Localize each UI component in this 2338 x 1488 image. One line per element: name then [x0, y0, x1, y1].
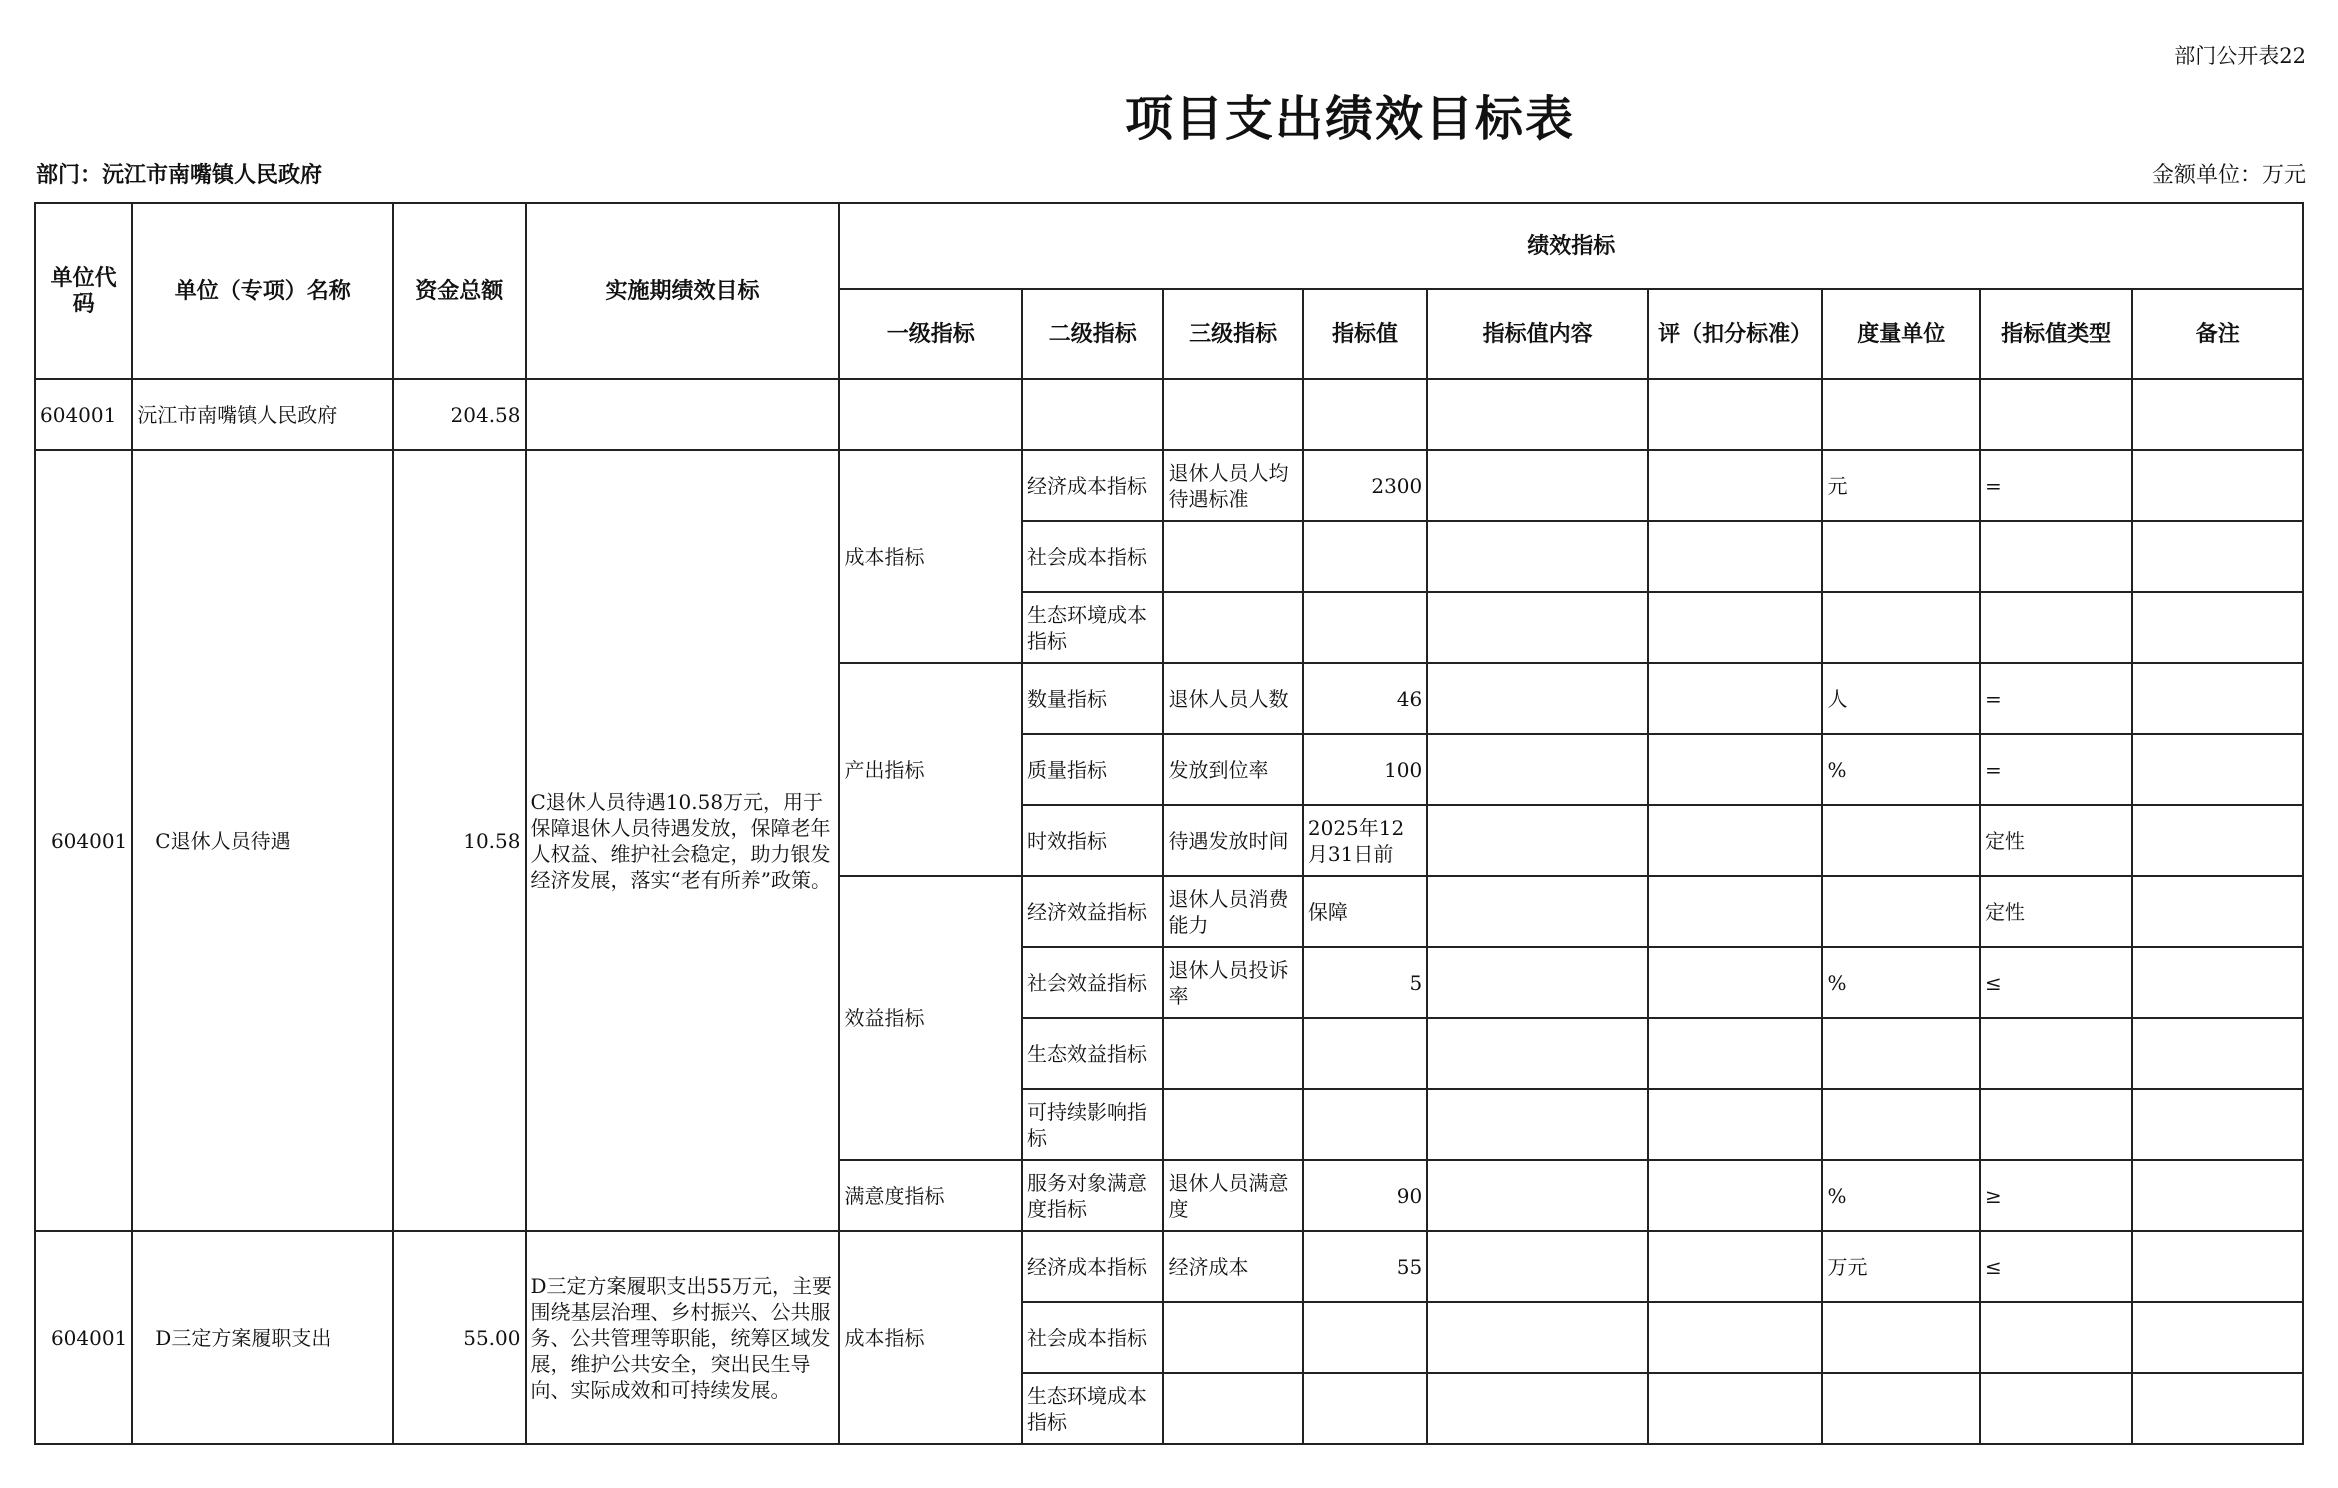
value-type: [1980, 1373, 2132, 1444]
level2-indicator: 数量指标: [1022, 663, 1163, 734]
measure-unit: [1822, 1089, 1979, 1160]
score-standard: [1648, 521, 1823, 592]
project-goal: C退休人员待遇10.58万元，用于保障退休人员待遇发放，保障老年人权益、维护社会稳定，助力银发经济发展，落实“老有所养”政策。: [526, 450, 840, 1231]
level3-indicator: 待遇发放时间: [1163, 805, 1302, 876]
note: [2132, 592, 2303, 663]
project-name: C退休人员待遇: [132, 450, 393, 1231]
indicator-value-content: [1427, 805, 1648, 876]
note: [2132, 1089, 2303, 1160]
indicator-value: 2300: [1303, 450, 1427, 521]
note: [2132, 450, 2303, 521]
level3-indicator: 退休人员消费能力: [1163, 876, 1302, 947]
indicator-value: [1303, 521, 1427, 592]
indicator-value: 5: [1303, 947, 1427, 1018]
measure-unit: [1822, 1373, 1979, 1444]
level1-indicator: 效益指标: [839, 876, 1022, 1160]
score-standard: [1648, 450, 1823, 521]
amount-unit-label: 金额单位：万元: [2151, 163, 2306, 188]
note: [2132, 734, 2303, 805]
summary-code: 604001: [35, 379, 132, 450]
indicator-value: 保障: [1303, 876, 1427, 947]
level2-indicator: 生态环境成本指标: [1022, 592, 1163, 663]
header-value-type: 指标值类型: [1980, 289, 2132, 379]
header-score: 评（扣分标准）: [1648, 289, 1823, 379]
score-standard: [1648, 876, 1823, 947]
value-type: 定性: [1980, 805, 2132, 876]
level3-indicator: 退休人员满意度: [1163, 1160, 1302, 1231]
header-level1: 一级指标: [839, 289, 1022, 379]
note: [2132, 1018, 2303, 1089]
project-total: 10.58: [393, 450, 525, 1231]
level3-indicator: 经济成本: [1163, 1231, 1302, 1302]
project-code: 604001: [35, 450, 132, 1231]
value-type: ≥: [1980, 1160, 2132, 1231]
level1-indicator: 产出指标: [839, 663, 1022, 876]
indicator-value-content: [1427, 1302, 1648, 1373]
indicator-value: [1303, 1373, 1427, 1444]
level2-indicator: 社会成本指标: [1022, 521, 1163, 592]
indicator-value-content: [1427, 1160, 1648, 1231]
summary-name: 沅江市南嘴镇人民政府: [132, 379, 393, 450]
value-type: [1980, 1089, 2132, 1160]
performance-table: [34, 202, 2304, 1445]
department-label: 部门：沅江市南嘴镇人民政府: [36, 162, 323, 188]
level2-indicator: 生态环境成本指标: [1022, 1373, 1163, 1444]
score-standard: [1648, 1231, 1823, 1302]
indicator-value-content: [1427, 876, 1648, 947]
project-name: D三定方案履职支出: [132, 1231, 393, 1444]
level2-indicator: 经济成本指标: [1022, 1231, 1163, 1302]
value-type: [1980, 1018, 2132, 1089]
summary-row: [35, 379, 2303, 450]
indicator-value: [1303, 1018, 1427, 1089]
note: [2132, 663, 2303, 734]
level2-indicator: 质量指标: [1022, 734, 1163, 805]
header-goal: 实施期绩效目标: [526, 203, 840, 379]
header-level2: 二级指标: [1022, 289, 1163, 379]
measure-unit: 人: [1822, 663, 1979, 734]
level2-indicator: 经济效益指标: [1022, 876, 1163, 947]
indicator-value-content: [1427, 1373, 1648, 1444]
indicator-value-content: [1427, 1018, 1648, 1089]
measure-unit: %: [1822, 947, 1979, 1018]
indicator-value-content: [1427, 734, 1648, 805]
indicator-value-content: [1427, 1231, 1648, 1302]
indicator-value-content: [1427, 521, 1648, 592]
level2-indicator: 生态效益指标: [1022, 1018, 1163, 1089]
measure-unit: [1822, 1302, 1979, 1373]
score-standard: [1648, 947, 1823, 1018]
project-goal: D三定方案履职支出55万元，主要围绕基层治理、乡村振兴、公共服务、公共管理等职能，统筹区域发展，维护公共安全，突出民生导向、实际成效和可持续发展。: [526, 1231, 840, 1444]
level2-indicator: 可持续影响指标: [1022, 1089, 1163, 1160]
score-standard: [1648, 1160, 1823, 1231]
project-code: 604001: [35, 1231, 132, 1444]
note: [2132, 1302, 2303, 1373]
value-type: ≤: [1980, 1231, 2132, 1302]
indicator-value-content: [1427, 592, 1648, 663]
note: [2132, 521, 2303, 592]
level3-indicator: [1163, 1018, 1302, 1089]
indicator-value: [1303, 1089, 1427, 1160]
score-standard: [1648, 1018, 1823, 1089]
level1-indicator: 满意度指标: [839, 1160, 1022, 1231]
table-body: [35, 379, 2303, 1444]
indicator-value: 90: [1303, 1160, 1427, 1231]
measure-unit: [1822, 592, 1979, 663]
table-row: [35, 1231, 2303, 1302]
level1-indicator: 成本指标: [839, 1231, 1022, 1444]
header-performance: 绩效指标: [839, 203, 2303, 289]
header-value-content: 指标值内容: [1427, 289, 1648, 379]
note: [2132, 947, 2303, 1018]
level3-indicator: 发放到位率: [1163, 734, 1302, 805]
score-standard: [1648, 592, 1823, 663]
measure-unit: [1822, 805, 1979, 876]
note: [2132, 805, 2303, 876]
indicator-value: 55: [1303, 1231, 1427, 1302]
level2-indicator: 经济成本指标: [1022, 450, 1163, 521]
value-type: 定性: [1980, 876, 2132, 947]
value-type: =: [1980, 734, 2132, 805]
value-type: =: [1980, 663, 2132, 734]
project-total: 55.00: [393, 1231, 525, 1444]
header-total: 资金总额: [393, 203, 525, 379]
score-standard: [1648, 734, 1823, 805]
measure-unit: 元: [1822, 450, 1979, 521]
measure-unit: [1822, 521, 1979, 592]
score-standard: [1648, 1302, 1823, 1373]
level3-indicator: [1163, 592, 1302, 663]
header-name: 单位（专项）名称: [132, 203, 393, 379]
header-note: 备注: [2132, 289, 2303, 379]
score-standard: [1648, 805, 1823, 876]
form-number: 部门公开表22: [2174, 44, 2306, 68]
indicator-value: 100: [1303, 734, 1427, 805]
note: [2132, 1160, 2303, 1231]
level3-indicator: 退休人员人数: [1163, 663, 1302, 734]
score-standard: [1648, 1089, 1823, 1160]
indicator-value: [1303, 1302, 1427, 1373]
score-standard: [1648, 1373, 1823, 1444]
note: [2132, 1373, 2303, 1444]
level3-indicator: [1163, 1302, 1302, 1373]
table-row: [35, 450, 2303, 521]
indicator-value: 2025年12月31日前: [1303, 805, 1427, 876]
value-type: ≤: [1980, 947, 2132, 1018]
level2-indicator: 社会成本指标: [1022, 1302, 1163, 1373]
indicator-value-content: [1427, 663, 1648, 734]
value-type: [1980, 521, 2132, 592]
measure-unit: 万元: [1822, 1231, 1979, 1302]
header-value: 指标值: [1303, 289, 1427, 379]
note: [2132, 876, 2303, 947]
value-type: [1980, 592, 2132, 663]
indicator-value-content: [1427, 1089, 1648, 1160]
page-title: 项目支出绩效目标表: [1124, 91, 1575, 147]
indicator-value-content: [1427, 947, 1648, 1018]
level1-indicator: 成本指标: [839, 450, 1022, 663]
measure-unit: %: [1822, 734, 1979, 805]
summary-total: 204.58: [393, 379, 525, 450]
value-type: =: [1980, 450, 2132, 521]
level2-indicator: 社会效益指标: [1022, 947, 1163, 1018]
measure-unit: [1822, 1018, 1979, 1089]
note: [2132, 1231, 2303, 1302]
level3-indicator: 退休人员投诉率: [1163, 947, 1302, 1018]
indicator-value: [1303, 592, 1427, 663]
value-type: [1980, 1302, 2132, 1373]
level2-indicator: 服务对象满意度指标: [1022, 1160, 1163, 1231]
indicator-value: 46: [1303, 663, 1427, 734]
indicator-value-content: [1427, 450, 1648, 521]
header-level3: 三级指标: [1163, 289, 1302, 379]
header-measure-unit: 度量单位: [1822, 289, 1979, 379]
score-standard: [1648, 663, 1823, 734]
level3-indicator: [1163, 521, 1302, 592]
measure-unit: [1822, 876, 1979, 947]
level3-indicator: 退休人员人均待遇标准: [1163, 450, 1302, 521]
level3-indicator: [1163, 1373, 1302, 1444]
level3-indicator: [1163, 1089, 1302, 1160]
measure-unit: %: [1822, 1160, 1979, 1231]
level2-indicator: 时效指标: [1022, 805, 1163, 876]
header-code: 单位代码: [35, 203, 132, 379]
